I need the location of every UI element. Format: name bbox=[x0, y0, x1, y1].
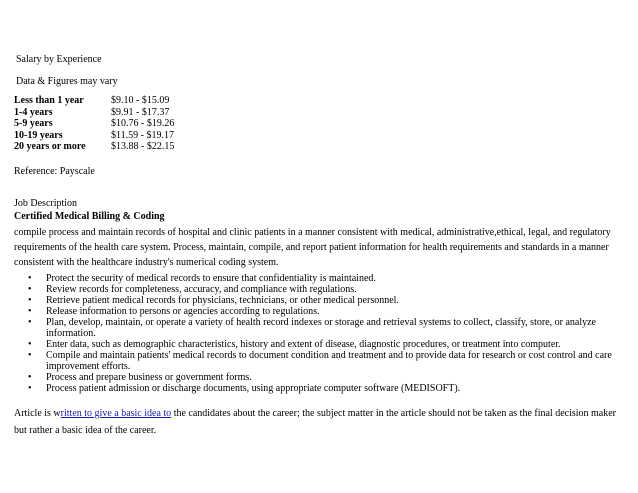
salary-row bbox=[14, 107, 174, 119]
duty-text: Enter data, such as demographic characteristics, history and extent of disease, diagnostic procedures, or treatment into computer. bbox=[46, 339, 561, 350]
duty-text: Review records for completeness, accuracy, and compliance with regulations. bbox=[46, 284, 357, 295]
pay-range: $9.91 - $17.37 bbox=[111, 106, 170, 118]
pay-range: $11.59 - $19.17 bbox=[111, 129, 174, 141]
bullet-icon: • bbox=[28, 306, 32, 317]
duty-item bbox=[14, 317, 624, 339]
duty-text: Retrieve patient medical records for physicians, technicians, or other medical personnel. bbox=[46, 295, 399, 306]
job-paragraph: compile process and maintain records of hospital and clinic patients in a manner consistent with medical, administrative,ethical, legal, and regulatory requirements of the health care system. Process, maintain, compile, and report patient information for health requirements and standards in a manner consistent with the healthcare industry's numerical coding system. bbox=[14, 227, 611, 268]
bullet-icon: • bbox=[28, 350, 32, 361]
duty-item bbox=[14, 273, 624, 284]
duty-text: Process patient admission or discharge documents, using appropriate computer software (MEDISOFT). bbox=[46, 383, 461, 394]
experience-label: Less than 1 year bbox=[14, 95, 84, 106]
duty-item bbox=[14, 306, 624, 317]
salary-table bbox=[14, 95, 174, 153]
salary-row bbox=[14, 141, 174, 153]
data-disclaimer: Data & Figures may vary bbox=[16, 76, 118, 87]
article-note-start: Article is w bbox=[14, 408, 61, 419]
experience-label: 1-4 years bbox=[14, 106, 53, 118]
experience-label: 5-9 years bbox=[14, 118, 53, 130]
duty-text: Release information to persons or agencies according to regulations. bbox=[46, 306, 320, 317]
reference-line: Reference: Payscale bbox=[14, 166, 95, 177]
article-note-link[interactable]: ritten to give a basic idea to bbox=[60, 408, 172, 419]
duty-text: Plan, develop, maintain, or operate a variety of health record indexes or storage and retrieval systems to collect, classify, store, or analyze information. bbox=[46, 317, 596, 339]
article-note bbox=[14, 405, 624, 439]
duty-item bbox=[14, 372, 624, 383]
pay-range: $13.88 - $22.15 bbox=[111, 141, 175, 153]
duty-item bbox=[14, 350, 624, 372]
pay-range: $9.10 - $15.09 bbox=[111, 95, 170, 106]
duty-item bbox=[14, 339, 624, 350]
pay-range: $10.76 - $19.26 bbox=[111, 118, 175, 130]
job-description-heading: Job Description bbox=[14, 198, 78, 209]
salary-heading: Salary by Experience bbox=[16, 54, 102, 65]
bullet-icon: • bbox=[28, 383, 32, 394]
article-note-end: the candidates about the career; the subject matter in the article should not be taken as the final decision maker but rather a basic idea of the career. bbox=[14, 408, 617, 436]
bullet-icon: • bbox=[28, 295, 32, 306]
duties-list bbox=[14, 273, 624, 394]
duty-text: Compile and maintain patients' medical records to document condition and treatment and to provide data for research or cost control and care improvement efforts. bbox=[46, 350, 612, 372]
bullet-icon: • bbox=[28, 273, 32, 284]
bullet-icon: • bbox=[28, 317, 32, 328]
job-title: Certified Medical Billing & Coding bbox=[14, 211, 165, 222]
experience-label: 10-19 years bbox=[14, 129, 63, 141]
salary-row bbox=[14, 130, 174, 142]
duty-item bbox=[14, 383, 624, 394]
duty-item bbox=[14, 284, 624, 295]
duty-item bbox=[14, 295, 624, 306]
bullet-icon: • bbox=[28, 339, 32, 350]
salary-row bbox=[14, 95, 174, 107]
duty-text: Process and prepare business or government forms. bbox=[46, 372, 252, 383]
bullet-icon: • bbox=[28, 284, 32, 295]
experience-label: 20 years or more bbox=[14, 141, 86, 153]
duty-text: Protect the security of medical records to ensure that confidentiality is maintained. bbox=[46, 273, 376, 284]
bullet-icon: • bbox=[28, 372, 32, 383]
salary-row bbox=[14, 118, 174, 130]
